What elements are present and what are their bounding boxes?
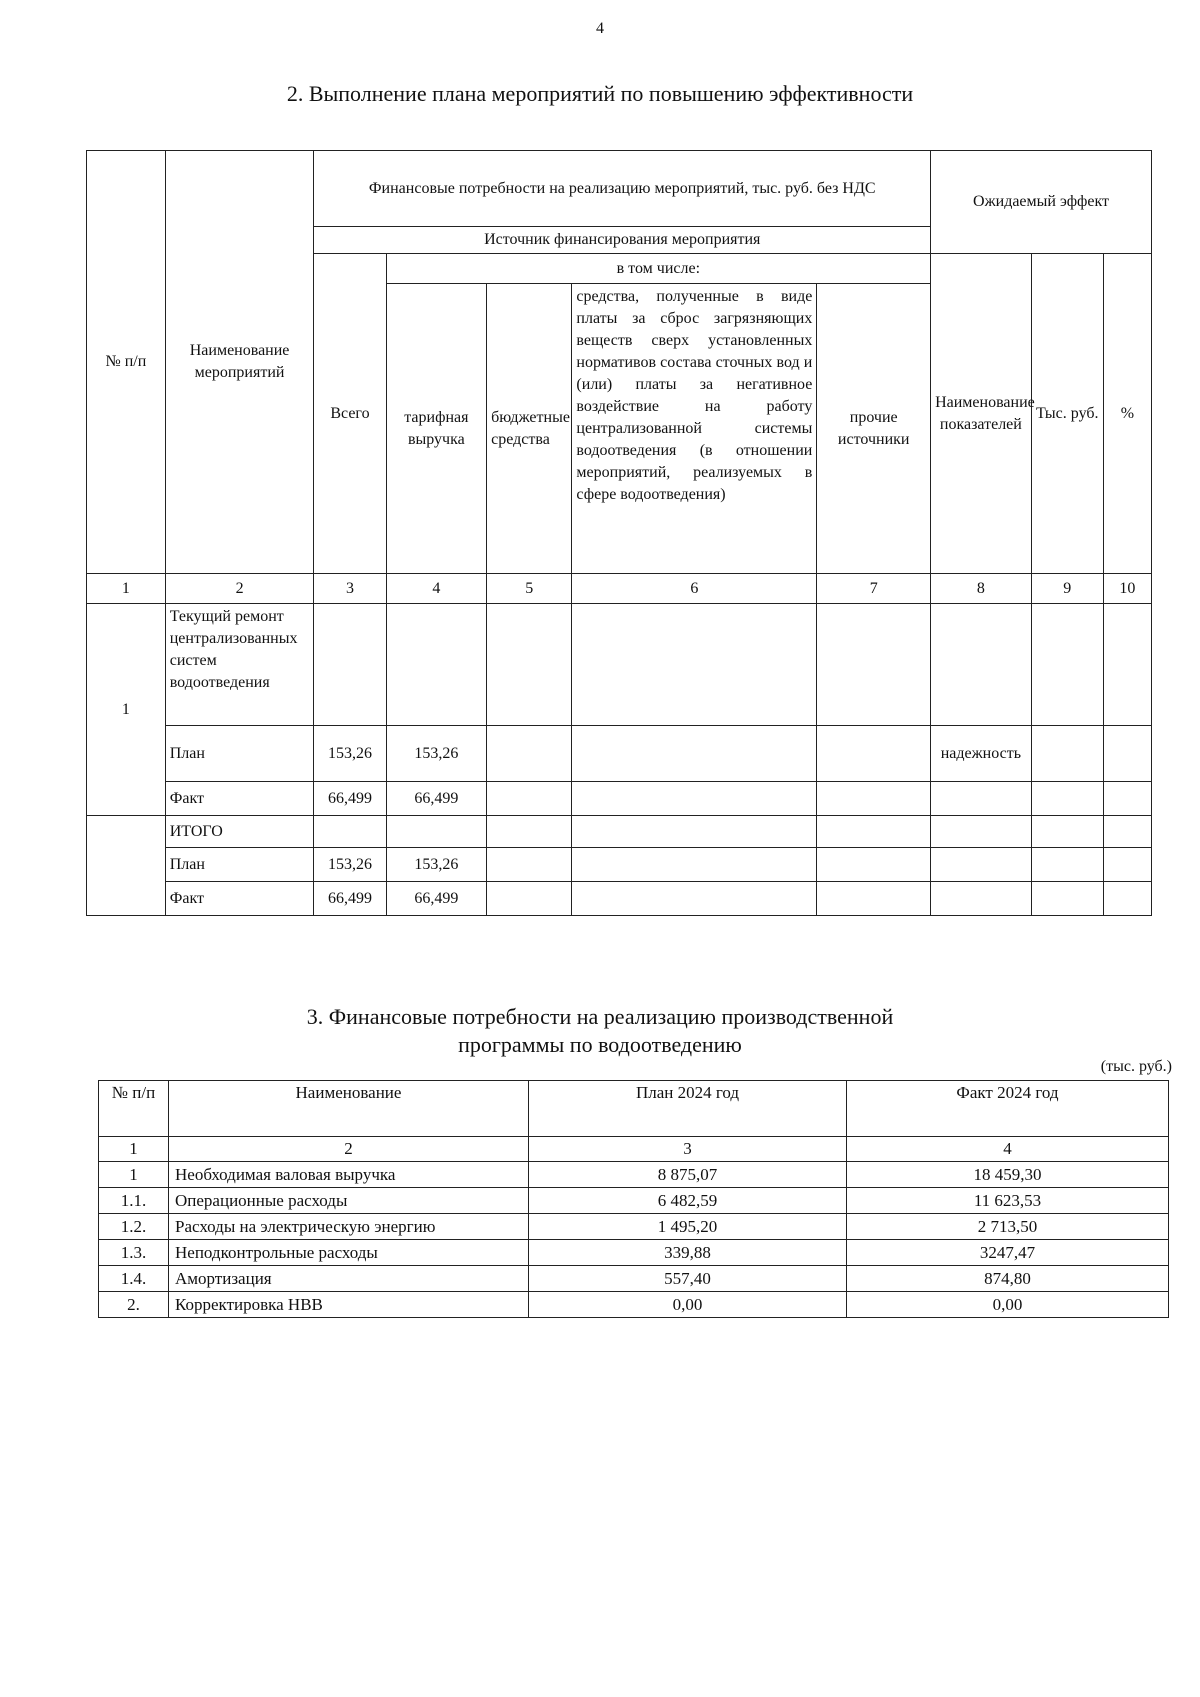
- item-plan-total: 153,26: [314, 726, 386, 782]
- t3-row-num: 2.: [99, 1292, 169, 1318]
- header-num: № п/п: [87, 151, 166, 574]
- item-fact-tariff: 66,499: [386, 782, 487, 816]
- t3-row-fact: 18 459,30: [847, 1162, 1169, 1188]
- total-fact-tariff: 66,499: [386, 882, 487, 916]
- t3-col-number-1: 1: [99, 1137, 169, 1162]
- t3-row-plan: 8 875,07: [529, 1162, 847, 1188]
- t3-row-plan: 6 482,59: [529, 1188, 847, 1214]
- header-thousand-rub: Тыс. руб.: [1031, 254, 1103, 574]
- col-number-8: 8: [931, 574, 1032, 604]
- table-row: [99, 1240, 1169, 1266]
- t3-row-num: 1.4.: [99, 1266, 169, 1292]
- t3-row-plan: 1 495,20: [529, 1214, 847, 1240]
- t3-row-num: 1: [99, 1162, 169, 1188]
- item-plan-indicator: надежность: [931, 726, 1032, 782]
- t3-col-number-4: 4: [847, 1137, 1169, 1162]
- col-number-7: 7: [817, 574, 931, 604]
- header-name: Наименование мероприятий: [165, 151, 314, 574]
- page-number: 4: [596, 20, 604, 37]
- table-row: [99, 1266, 1169, 1292]
- t3-row-fact: 3247,47: [847, 1240, 1169, 1266]
- col-number-10: 10: [1103, 574, 1151, 604]
- efficiency-measures-table: [86, 150, 1152, 916]
- header-budget: бюджетные средства: [487, 284, 572, 574]
- financial-needs-table: [98, 1080, 1169, 1318]
- section-3-title: [0, 1003, 1200, 1059]
- table-row: [99, 1214, 1169, 1240]
- total-plan-tariff: 153,26: [386, 848, 487, 882]
- t3-row-plan: 0,00: [529, 1292, 847, 1318]
- t3-row-plan: 339,88: [529, 1240, 847, 1266]
- section-3-title-line2: программы по водоотведению: [458, 1032, 742, 1057]
- t3-row-name: Операционные расходы: [169, 1188, 529, 1214]
- header-source: Источник финансирования мероприятия: [314, 227, 931, 254]
- t3-row-name: Амортизация: [169, 1266, 529, 1292]
- item-plan-tariff: 153,26: [386, 726, 487, 782]
- table-row: [99, 1292, 1169, 1318]
- col-number-5: 5: [487, 574, 572, 604]
- table-row: [99, 1188, 1169, 1214]
- t3-row-fact: 11 623,53: [847, 1188, 1169, 1214]
- t3-header-plan: План 2024 год: [529, 1081, 847, 1137]
- section-3-title-line1: 3. Финансовые потребности на реализацию производственной: [306, 1004, 894, 1029]
- units-label: (тыс. руб.): [1100, 1058, 1172, 1075]
- header-indicator: Наименование показателей: [931, 254, 1032, 574]
- col-number-4: 4: [386, 574, 487, 604]
- header-other: прочие источники: [817, 284, 931, 574]
- col-number-3: 3: [314, 574, 386, 604]
- t3-row-fact: 874,80: [847, 1266, 1169, 1292]
- t3-row-name: Корректировка НВВ: [169, 1292, 529, 1318]
- header-effect: Ожидаемый эффект: [931, 151, 1152, 254]
- t3-header-num: № п/п: [99, 1081, 169, 1137]
- section-2-title: 2. Выполнение плана мероприятий по повышению эффективности: [286, 81, 914, 106]
- t3-row-name: Неподконтрольные расходы: [169, 1240, 529, 1266]
- total-plan-total: 153,26: [314, 848, 386, 882]
- table-row: [99, 1162, 1169, 1188]
- t3-row-name: Необходимая валовая выручка: [169, 1162, 529, 1188]
- t3-col-number-3: 3: [529, 1137, 847, 1162]
- header-fees: средства, полученные в виде платы за сброс загрязняющих веществ сверх установленных нормативов состава сточных вод и (или) платы за негативное воздействие на работу централизованной системы водоотведения (в отношении мероприятий, реализуемых в сфере водоотведения): [572, 284, 817, 574]
- t3-row-name: Расходы на электрическую энергию: [169, 1214, 529, 1240]
- header-total: Всего: [314, 254, 386, 574]
- total-fact-label: Факт: [165, 882, 314, 916]
- item-fact-label: Факт: [165, 782, 314, 816]
- t3-row-num: 1.3.: [99, 1240, 169, 1266]
- item-plan-label: План: [165, 726, 314, 782]
- total-fact-total: 66,499: [314, 882, 386, 916]
- t3-row-fact: 0,00: [847, 1292, 1169, 1318]
- item-num: 1: [87, 604, 166, 816]
- t3-col-number-2: 2: [169, 1137, 529, 1162]
- t3-row-fact: 2 713,50: [847, 1214, 1169, 1240]
- t3-header-fact: Факт 2024 год: [847, 1081, 1169, 1137]
- t3-row-plan: 557,40: [529, 1266, 847, 1292]
- header-tariff: тарифная выручка: [386, 284, 487, 574]
- item-fact-total: 66,499: [314, 782, 386, 816]
- t3-row-num: 1.2.: [99, 1214, 169, 1240]
- total-label: ИТОГО: [165, 816, 314, 848]
- col-number-9: 9: [1031, 574, 1103, 604]
- t3-row-num: 1.1.: [99, 1188, 169, 1214]
- total-plan-label: План: [165, 848, 314, 882]
- col-number-1: 1: [87, 574, 166, 604]
- header-including: в том числе:: [386, 254, 931, 284]
- col-number-2: 2: [165, 574, 314, 604]
- header-percent: %: [1103, 254, 1151, 574]
- item-name: Текущий ремонт централизованных систем водоотведения: [165, 604, 314, 726]
- header-financial: Финансовые потребности на реализацию мероприятий, тыс. руб. без НДС: [314, 151, 931, 227]
- col-number-6: 6: [572, 574, 817, 604]
- t3-header-name: Наименование: [169, 1081, 529, 1137]
